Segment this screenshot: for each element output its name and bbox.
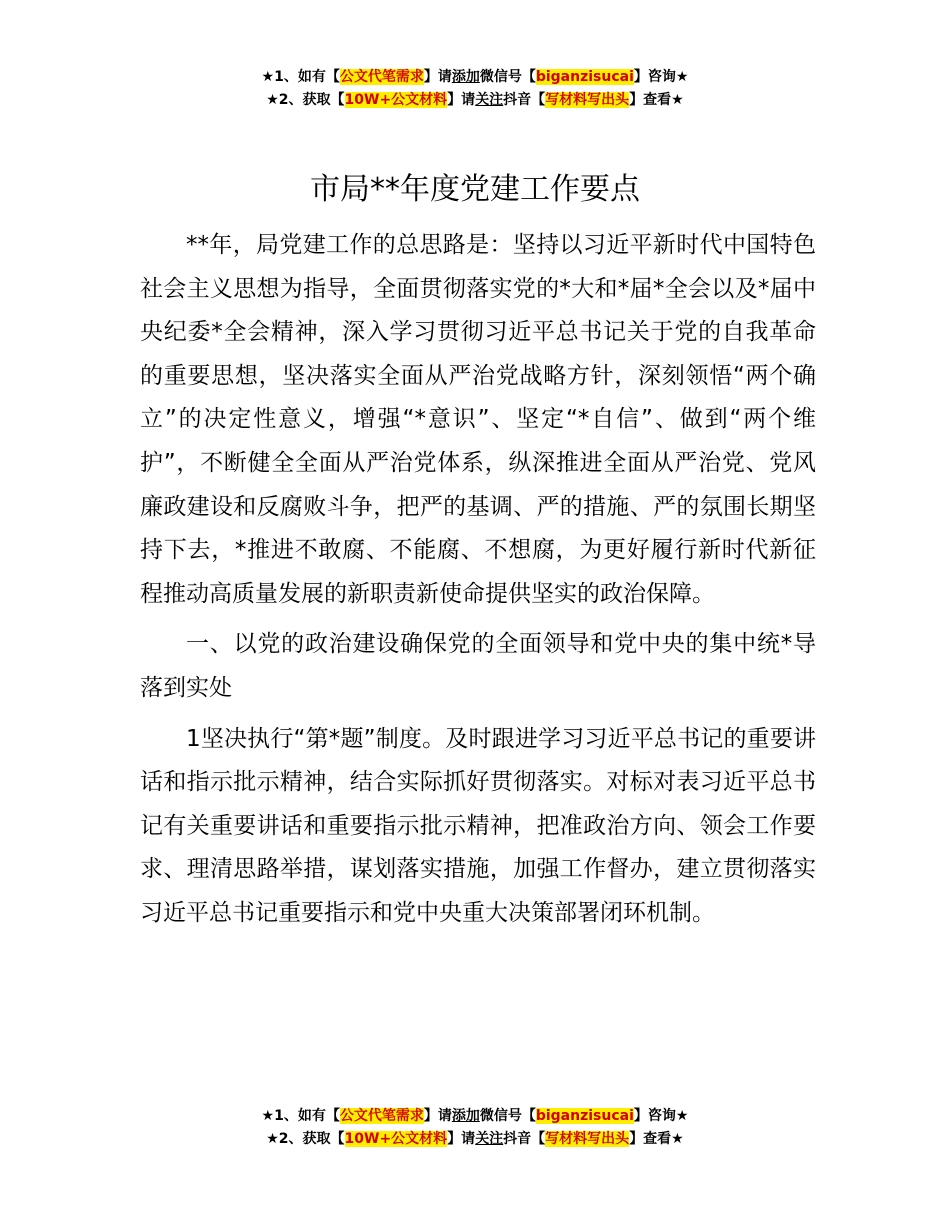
section-heading-1: 一、以党的政治建设确保党的全面领导和党中央的集中统*导落到实处 bbox=[140, 631, 816, 701]
promo-highlight: 10W+公文材料 bbox=[344, 1131, 448, 1147]
promo-banner-bottom bbox=[0, 1105, 950, 1151]
promo-highlight: 公文代笔需求 bbox=[339, 1108, 424, 1124]
promo-line-1: ★1、如有【公文代笔需求】请添加微信号【biganzisucai】咨询★ bbox=[261, 69, 689, 85]
promo-douyin-id: 写材料写出头 bbox=[545, 1131, 630, 1147]
promo-underline: 添加 bbox=[451, 1108, 480, 1124]
document-body bbox=[140, 224, 816, 936]
promo-underline: 关注 bbox=[475, 92, 504, 108]
promo-wechat-id: biganzisucai bbox=[535, 69, 634, 85]
promo-highlight: 10W+公文材料 bbox=[344, 92, 448, 108]
promo-wechat-id: biganzisucai bbox=[535, 1108, 634, 1124]
promo-line-1: ★1、如有【公文代笔需求】请添加微信号【biganzisucai】咨询★ bbox=[261, 1108, 689, 1124]
paragraph-item-1: 1坚决执行“第*题”制度。及时跟进学习习近平总书记的重要讲话和指示批示精神，结合实际抓好贯彻落实。对标对表习近平总书记有关重要讲话和重要指示批示精神，把准政治方向、领会工作要求、理清思路举措，谋划落实措施，加强工作督办，建立贯彻落实习近平总书记重要指示和党中央重大决策部署闭环机制。 bbox=[140, 725, 816, 926]
promo-line-2: ★2、获取【10W+公文材料】请关注抖音【写材料写出头】查看★ bbox=[266, 92, 684, 108]
promo-underline: 添加 bbox=[451, 69, 480, 85]
promo-line-2: ★2、获取【10W+公文材料】请关注抖音【写材料写出头】查看★ bbox=[266, 1131, 684, 1147]
promo-underline: 关注 bbox=[475, 1131, 504, 1147]
promo-banner-top bbox=[0, 66, 950, 112]
paragraph-intro: **年，局党建工作的总思路是：坚持以习近平新时代中国特色社会主义思想为指导，全面贯彻落实党的*大和*届*全会以及*届中央纪委*全会精神，深入学习贯彻习近平总书记关于党的自我革命的重要思想，坚决落实全面从严治党战略方针，深刻领悟“两个确立”的决定性意义，增强“*意识”、坚定“*自信”、做到“两个维护”，不断健全全面从严治党体系，纵深推进全面从严治党、党风廉政建设和反腐败斗争，把严的基调、严的措施、严的氛围长期坚持下去，*推进不敢腐、不能腐、不想腐，为更好履行新时代新征程推动高质量发展的新职责新使命提供坚实的政治保障。 bbox=[140, 232, 816, 607]
promo-douyin-id: 写材料写出头 bbox=[545, 92, 630, 108]
document-title: 市局**年度党建工作要点 bbox=[310, 172, 640, 207]
promo-highlight: 公文代笔需求 bbox=[339, 69, 424, 85]
